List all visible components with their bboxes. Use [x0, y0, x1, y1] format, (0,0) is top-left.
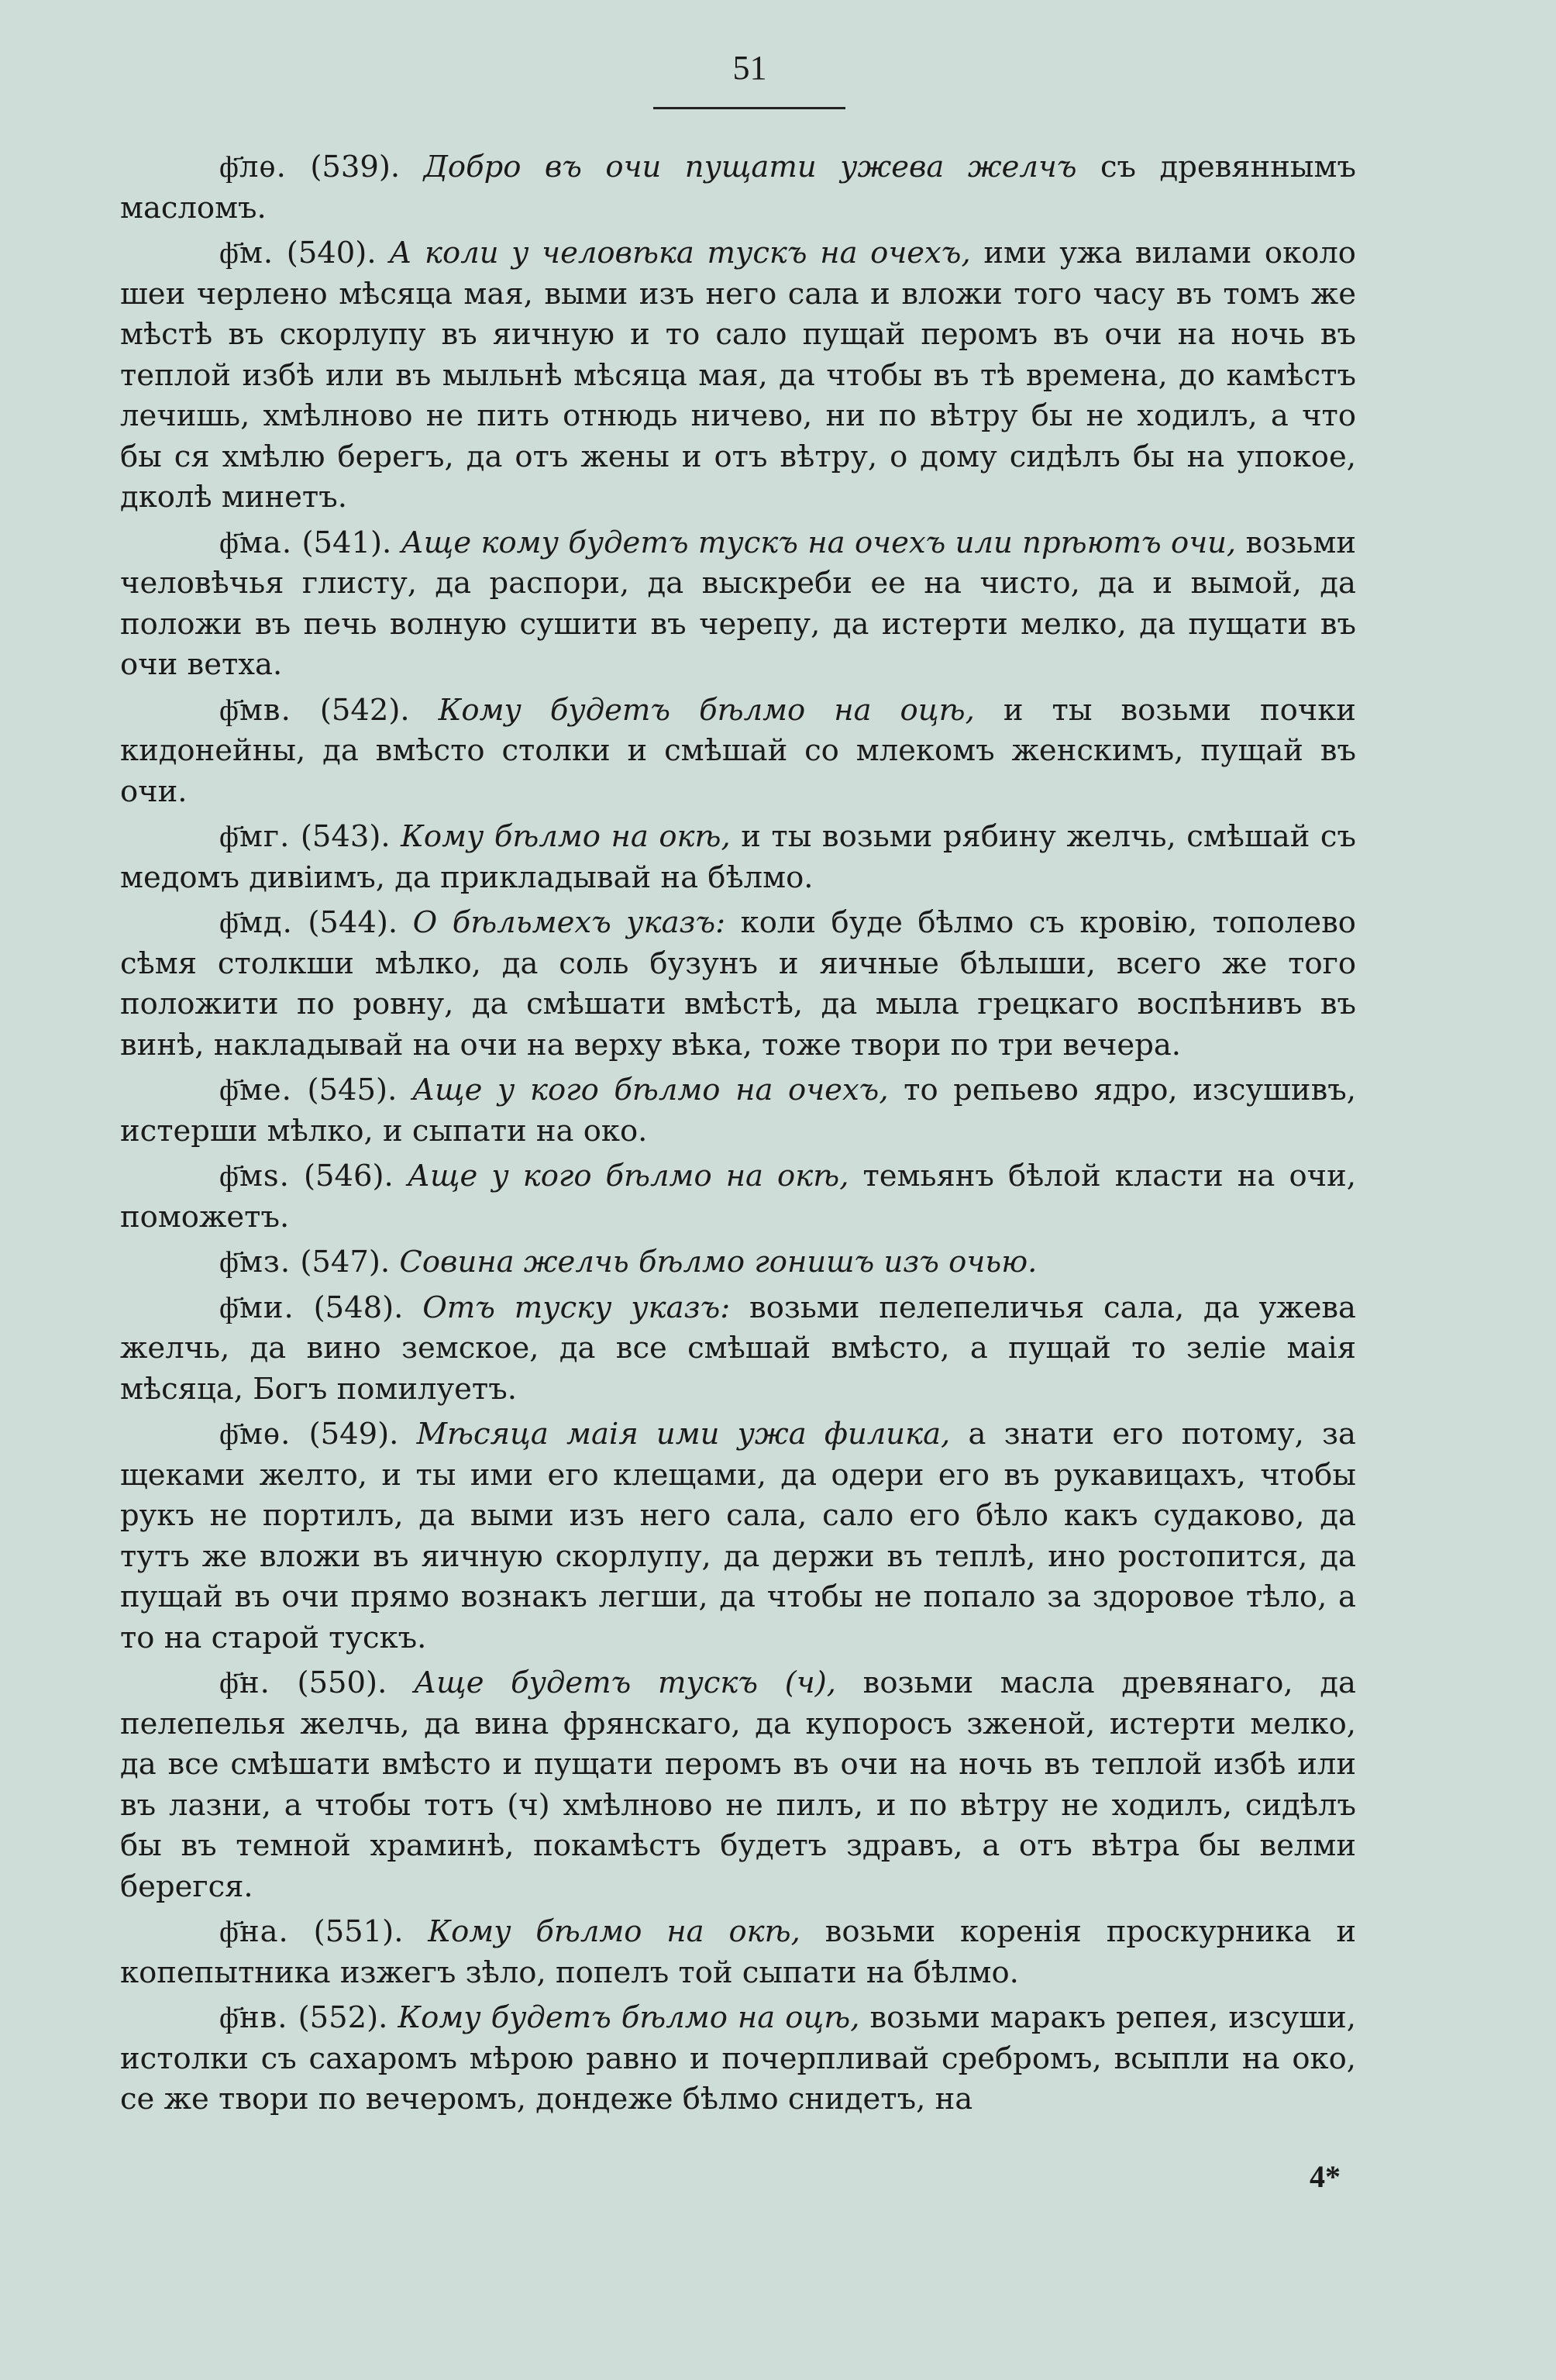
entry-text: коли буде бѣлмо съ кровію, тополево сѣмя столкши мѣлко, да соль бузунъ и яичные бѣлыши, всего же того положити по ровну, да смѣшати вмѣстѣ, да мыла грецкаго воспѣнивъ въ винѣ, накладывай на очи на верху вѣка, тоже твори по три вечера.	[120, 905, 1356, 1063]
entry-paragraph	[120, 817, 1356, 898]
entry-title: Кому бѣлмо на окѣ,	[401, 819, 731, 854]
entry-paren-number: (544).	[308, 905, 398, 940]
entry-number: ф҃на.	[219, 1914, 289, 1949]
entry-text: ими ужа вилами около шеи черлено мѣсяца мая, выми изъ него сала и вложи того часу въ томъ же мѣстѣ въ скорлупу въ яичную и то сало пущай перомъ въ очи на ночь въ теплой избѣ или въ мыльнѣ мѣсяца мая, да чтобы въ тѣ времена, до камѣстъ лечишь, хмѣлново не пить отнюдь ничево, ни по вѣтру бы не ходилъ, а что бы ся хмѣлю берегъ, да отъ жены и отъ вѣтру, о дому сидѣлъ бы на упокое, дколѣ минетъ.	[120, 236, 1356, 515]
entry-paragraph	[120, 691, 1356, 813]
entry-paragraph	[120, 903, 1356, 1066]
entry-number: ф҃мѳ.	[219, 1417, 291, 1452]
entry-paren-number: (543).	[300, 819, 391, 854]
entry-paren-number: (540).	[286, 236, 377, 270]
signature-mark: 4*	[1310, 2159, 1341, 2194]
entry-title: Кому будетъ бѣлмо на оцѣ,	[438, 692, 975, 728]
entry-text: возьми масла древянаго, да пелепелья желчь, да вина фрянскаго, да купоросъ зженой, истерти мелко, да все смѣшати вмѣсто и пущати перомъ въ очи на ночь въ теплой избѣ или въ лазни, а чтобы тотъ (ч) хмѣлново не пилъ, и по вѣтру не ходилъ, сидѣлъ бы въ темной храминѣ, покамѣстъ будетъ здравъ, а отъ вѣтра бы велми берегся.	[120, 1665, 1356, 1904]
entry-paren-number: (548).	[313, 1290, 404, 1325]
page-number: 51	[732, 49, 767, 87]
entry-title: Аще у кого бѣлмо на очехъ,	[411, 1073, 889, 1107]
header-rule	[653, 107, 845, 109]
entry-number: ф҃мѕ.	[219, 1159, 290, 1193]
entry-title: Кому будетъ бѣлмо на оцѣ,	[398, 2000, 860, 2035]
entry-paragraph	[120, 1998, 1356, 2120]
entry-title: Аще у кого бѣлмо на окѣ,	[407, 1159, 849, 1193]
entry-title: Кому бѣлмо на окѣ,	[428, 1914, 800, 1949]
entry-number: ф҃ма.	[219, 525, 293, 560]
entry-paren-number: (542).	[319, 692, 410, 728]
entry-paragraph	[120, 1288, 1356, 1410]
text-block	[120, 147, 1356, 2125]
entry-number: ф҃н.	[219, 1665, 270, 1700]
entry-number: ф҃лѳ.	[219, 150, 287, 184]
entry-paren-number: (549).	[308, 1417, 399, 1452]
entry-paren-number: (552).	[298, 2000, 388, 2035]
entry-title: Добро въ очи пущати ужева желчъ	[423, 150, 1077, 184]
entry-title: Аще будетъ тускъ (ч),	[414, 1665, 836, 1700]
entry-text: и ты возьми рябину желчь, смѣшай съ медомъ дивіимъ, да прикладывай на бѣлмо.	[120, 819, 1356, 895]
entry-paren-number: (541).	[301, 525, 392, 560]
entry-title: О бѣльмехъ указъ:	[412, 905, 726, 940]
entry-text: то репьево ядро, изсушивъ, истерши мѣлко, и сыпати на око.	[120, 1073, 1356, 1149]
entry-paragraph	[120, 147, 1356, 229]
entry-title: Мѣсяца маія ими ужа филика,	[416, 1417, 951, 1452]
entry-text: возьми маракъ репея, изсуши, истолки съ сахаромъ мѣрою равно и почерпливай сребромъ, всыпли на око, се же твори по вечеромъ, дондеже бѣлмо снидетъ, на	[120, 2000, 1356, 2117]
entry-paragraph	[120, 1414, 1356, 1658]
entry-text: а знати его потому, за щеками желто, и ты ими его клещами, да одери его въ рукавицахъ, чтобы рукъ не портилъ, да выми изъ него сала, сало его бѣло какъ судаково, да тутъ же вложи въ яичную скорлупу, да держи въ теплѣ, ино ростопится, да пущай въ очи прямо вознакъ легши, да чтобы не попало за здоровое тѣло, а то на старой тускъ.	[120, 1417, 1356, 1655]
entry-paren-number: (547).	[300, 1245, 391, 1280]
entry-text: возьми человѣчья глисту, да распори, да выскреби ее на чисто, да и вымой, да положи въ печь волную сушити въ черепу, да истерти мелко, да пущати въ очи ветха.	[120, 525, 1356, 682]
entry-number: ф҃ми.	[219, 1290, 294, 1325]
entry-paragraph	[120, 1242, 1356, 1283]
entry-number: ф҃мз.	[219, 1245, 291, 1280]
entry-text: и ты возьми почки кидонейны, да вмѣсто столки и смѣшай со млекомъ женскимъ, пущай въ очи.	[120, 692, 1356, 809]
entry-text: темьянъ бѣлой класти на очи, поможетъ.	[120, 1159, 1356, 1235]
entry-title: А коли у человѣка тускъ на очехъ,	[389, 236, 971, 270]
entry-number: ф҃м.	[219, 236, 274, 270]
entry-text: возьми коренія проскурника и копепытника изжегъ зѣло, попелъ той сыпати на бѣлмо.	[120, 1914, 1356, 1990]
entry-paren-number: (550).	[297, 1665, 387, 1700]
entry-text: съ древяннымъ масломъ.	[120, 150, 1357, 226]
entry-number: ф҃мд.	[219, 905, 293, 940]
entry-number: ф҃мг.	[219, 819, 291, 854]
entry-paragraph	[120, 1156, 1356, 1238]
entry-text: возьми пелепеличья сала, да ужева желчь, да вино земское, да все смѣшай вмѣсто, а пущай то зеліе маія мѣсяца, Богъ помилуетъ.	[120, 1290, 1356, 1407]
entry-paragraph	[120, 1912, 1356, 1993]
entry-number: ф҃ме.	[219, 1073, 292, 1107]
entry-paragraph	[120, 233, 1356, 518]
entry-paren-number: (551).	[313, 1914, 404, 1949]
entry-paragraph	[120, 1070, 1356, 1152]
entry-number: ф҃нв.	[219, 2000, 288, 2035]
entry-paren-number: (546).	[303, 1159, 394, 1193]
entry-paren-number: (545).	[307, 1073, 398, 1107]
entry-title: Совина желчь бѣлмо гонишъ изъ очью.	[399, 1245, 1038, 1280]
entry-paragraph	[120, 1663, 1356, 1907]
entry-paragraph	[120, 523, 1356, 686]
entry-number: ф҃мв.	[219, 692, 291, 728]
entry-title: Отъ туску указъ:	[422, 1290, 731, 1325]
entry-paren-number: (539).	[310, 150, 401, 184]
entry-title: Аще кому будетъ тускъ на очехъ или прѣютъ очи,	[401, 525, 1237, 560]
